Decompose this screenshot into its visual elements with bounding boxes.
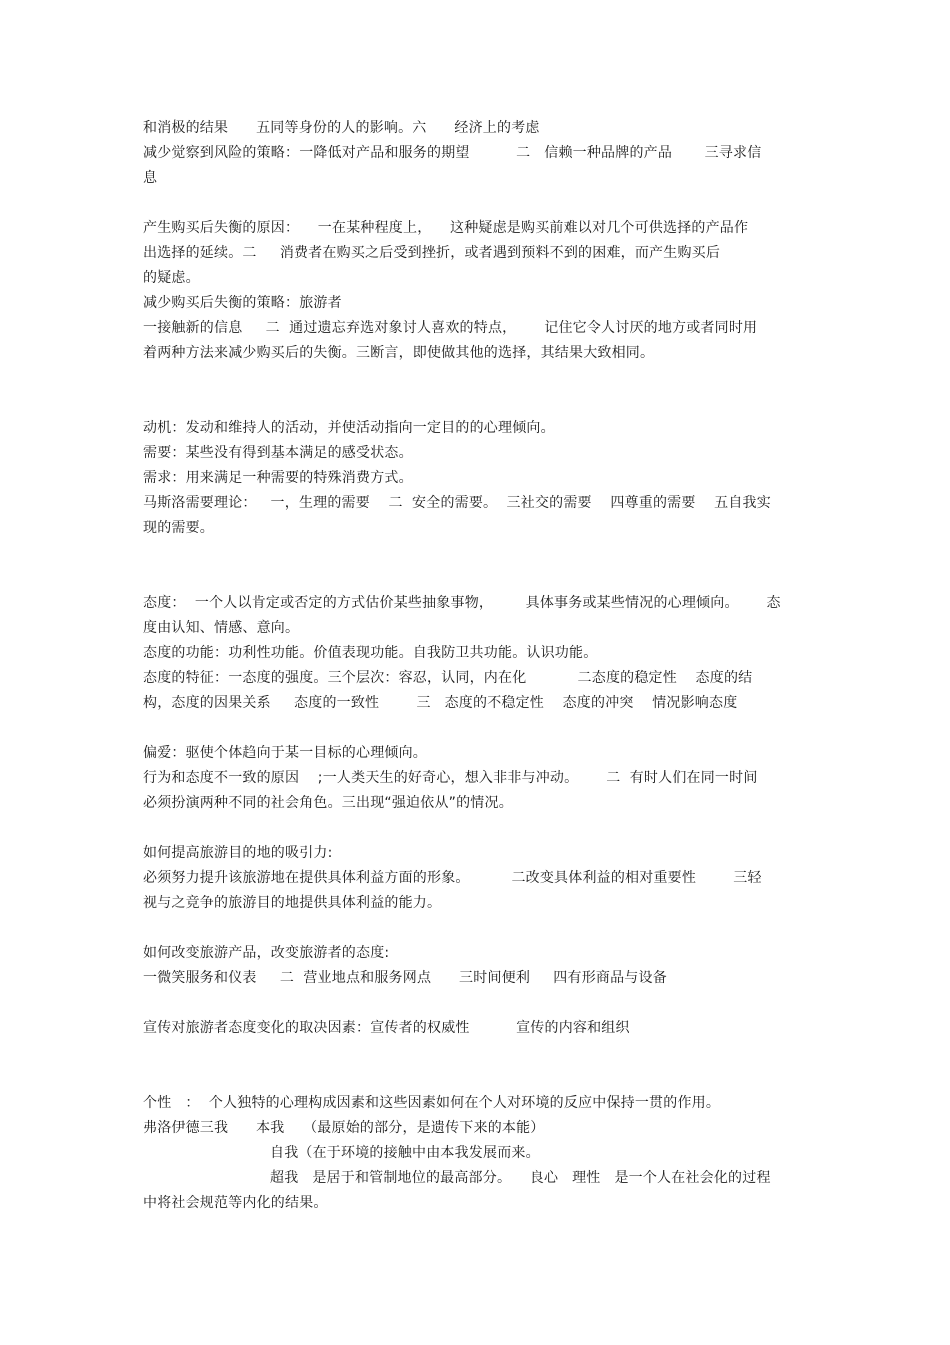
text-line: 宣传对旅游者态度变化的取决因素：宣传者的权威性 宣传的内容和组织 — [143, 1020, 630, 1036]
text-line: 中将社会规范等内化的结果。 — [143, 1195, 328, 1211]
text-line: 产生购买后失衡的原因： 一在某种程度上， 这种疑虑是购买前难以对几个可供选择的产品作 — [143, 220, 749, 236]
text-line: 如何改变旅游产品，改变旅游者的态度: — [143, 945, 390, 961]
text-line: 一接触新的信息 二 通过遗忘弃选对象讨人喜欢的特点， 记住它令人讨厌的地方或者同时用 — [143, 320, 758, 336]
text-line: 需要：某些没有得到基本满足的感受状态。 — [143, 445, 413, 461]
text-line: 息 — [143, 170, 158, 186]
text-line: 如何提高旅游目的地的吸引力: — [143, 845, 333, 861]
text-line: 态度的特征：一态度的强度。三个层次：容忍，认同，内在化 二态度的稳定性 态度的结 — [143, 670, 753, 686]
text-line: 视与之竞争的旅游目的地提供具体利益的能力。 — [143, 895, 442, 911]
text-line: 偏爱：驱使个体趋向于某一目标的心理倾向。 — [143, 745, 427, 761]
text-line: 减少觉察到风险的策略：一降低对产品和服务的期望 二 信赖一种品牌的产品 三寻求信 — [143, 145, 762, 161]
text-line: 动机：发动和维持人的活动，并使活动指向一定目的的心理倾向。 — [143, 420, 555, 436]
text-line: 必须扮演两种不同的社会角色。三出现“强迫依从”的情况。 — [143, 795, 513, 811]
text-line: 出选择的延续。二 消费者在购买之后受到挫折，或者遇到预料不到的困难，而产生购买后 — [143, 245, 721, 261]
text-line: 减少购买后失衡的策略：旅游者 — [143, 295, 342, 311]
text-line: 态度： 一个人以肯定或否定的方式估价某些抽象事物， 具体事务或某些情况的心理倾向。 态 — [143, 595, 781, 611]
text-line: 态度的功能：功利性功能。价值表现功能。自我防卫共功能。认识功能。 — [143, 645, 598, 661]
text-line: 和消极的结果 五同等身份的人的影响。六 经济上的考虑 — [143, 120, 540, 136]
text-line: 一微笑服务和仪表 二 营业地点和服务网点 三时间便利 四有形商品与设备 — [143, 970, 667, 986]
text-line: 弗洛伊德三我 本我 （最原始的部分，是遗传下来的本能） — [143, 1120, 545, 1136]
text-line: 马斯洛需要理论： 一，生理的需要 二 安全的需要。 三社交的需要 四尊重的需要 五自我实 — [143, 495, 771, 511]
text-line: 现的需要。 — [143, 520, 214, 536]
text-line: 的疑虑。 — [143, 270, 200, 286]
text-line: 度由认知、情感、意向。 — [143, 620, 300, 636]
text-line: 超我 是居于和管制地位的最高部分。 良心 理性 是一个人在社会化的过程 — [270, 1170, 771, 1186]
text-line: 自我（在于环境的接触中由本我发展而来。 — [270, 1145, 540, 1161]
text-line: 个性 ： 个人独特的心理构成因素和这些因素如何在个人对环境的反应中保持一贯的作用。 — [143, 1095, 721, 1111]
text-line: 构，态度的因果关系 态度的一致性 三 态度的不稳定性 态度的冲突 情况影响态度 — [143, 695, 738, 711]
text-line: 必须努力提升该旅游地在提供具体利益方面的形象。 二改变具体利益的相对重要性 三轻 — [143, 870, 762, 886]
text-line: 行为和态度不一致的原因 ;一人类天生的好奇心，想入非非与冲动。 二 有时人们在同一时间 — [143, 770, 758, 786]
text-line: 着两种方法来减少购买后的失衡。三断言，即使做其他的选择，其结果大致相同。 — [143, 345, 655, 361]
text-line: 需求：用来满足一种需要的特殊消费方式。 — [143, 470, 413, 486]
